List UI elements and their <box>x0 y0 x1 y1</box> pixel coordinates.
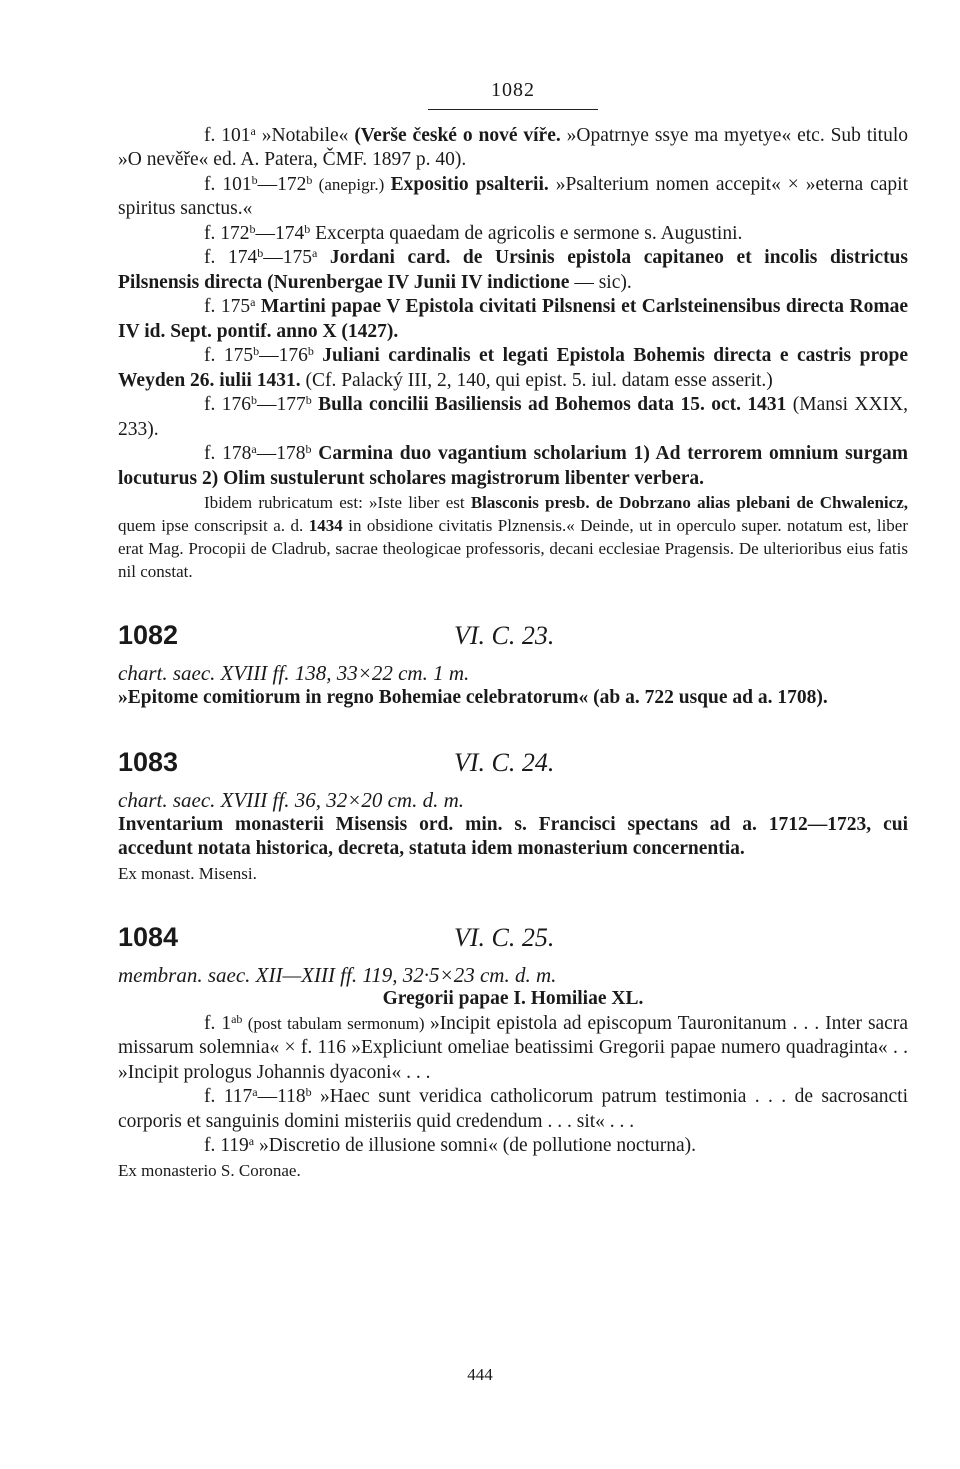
entry-heading <box>118 620 908 657</box>
folio-line <box>118 1012 908 1086</box>
catalogue-entry <box>118 620 908 710</box>
item-title: Martini papae V Epistola civitati Pilsnensi et Carlsteinensibus directa Romae IV id. Sept. pontif. anno X (1427). <box>118 296 908 342</box>
folio-side: b <box>305 442 312 456</box>
folio-ref: f. 172 <box>204 222 250 244</box>
item-title: Expositio psalterii. <box>390 173 549 195</box>
item-title: (Verše české o nové víře. <box>354 124 561 146</box>
folio-side: b <box>249 221 256 236</box>
provenance: Ex monasterio S. Coronae. <box>118 1160 301 1180</box>
item-text: »Psalterium nomen accepit« × »eterna capit spiritus sanctus.« <box>118 173 908 219</box>
entry-title: »Epitome comitiorum in regno Bohemiae celebratorum« (ab a. 722 usque ad a. 1708). <box>118 686 828 708</box>
folio-side: a <box>248 1134 255 1148</box>
shelfmark: VI. C. 25. <box>454 922 555 952</box>
folio-range: —176 <box>259 345 308 366</box>
catalogue-entry <box>118 921 908 1182</box>
folio-range: —118 <box>257 1086 306 1107</box>
folio-side: b <box>251 172 258 187</box>
folio-side: a <box>250 123 256 138</box>
folio-ref: f. 119 <box>204 1135 249 1156</box>
folio-side: b <box>307 344 314 358</box>
folio-line <box>118 222 908 247</box>
running-head: 1082 <box>491 79 535 101</box>
folio-range: —178 <box>256 443 306 464</box>
folio-ref: f. 1 <box>204 1012 232 1034</box>
folio-side: a <box>250 295 256 309</box>
folio-line <box>118 393 908 442</box>
entry-title: Inventarium monasterii Misensis ord. min. s. Francisci spectans ad a. 1712—1723, cui accedunt notata historica, decreta, statuta idem monasterium concernentia. <box>118 813 908 859</box>
item-text: Excerpta quaedam de agricolis e sermone s. Augustini. <box>310 222 743 244</box>
folio-side: b <box>236 1011 243 1026</box>
item-text: — sic). <box>569 271 632 293</box>
folio-side: b <box>253 344 260 358</box>
folio-line <box>118 442 908 491</box>
item-text: »Discretio de illusione somni« (de pollutione nocturna). <box>254 1135 697 1156</box>
page-number: 444 <box>467 1365 493 1384</box>
folio-ref: f. 178 <box>204 443 252 464</box>
item-title: Bulla concilii Basiliensis ad Bohemos data 15. oct. 1431 <box>311 394 787 415</box>
folio-side: b <box>306 172 313 187</box>
item-text: »Haec sunt veridica catholicorum patrum testimonia . . . de sacrosancti corporis et sanguinis domini misteriis quid credendum . . . sit« . . . <box>118 1086 908 1132</box>
item-title: Juliani cardinalis et legati Epistola Bohemis directa e castris prope Weyden 26. iulii 1431. <box>118 345 909 391</box>
folio-ref: f. 175 <box>204 345 254 366</box>
item-text: »Opatrnye ssye ma myetye« etc. Sub titulo »O nevěře« ed. A. Patera, ČMF. 1897 p. 40). <box>118 124 909 170</box>
header-rule <box>428 109 598 110</box>
entry-number: 1083 <box>118 747 179 777</box>
folio-range: —172 <box>257 173 307 195</box>
provenance: Ex monast. Misensi. <box>118 863 257 883</box>
folio-ref: f. 176 <box>204 394 252 415</box>
entry-number: 1082 <box>118 620 179 650</box>
shelfmark: VI. C. 23. <box>454 621 555 650</box>
entry-heading <box>118 921 908 959</box>
previous-entry-continuation <box>118 124 908 584</box>
catalogue-entries <box>118 620 908 1182</box>
folio-note: (anepigr.) <box>312 174 391 194</box>
item-text: (Cf. Palacký III, 2, 140, qui epist. 5. iul. datam esse asserit.) <box>300 369 773 391</box>
folio-line <box>118 1134 908 1159</box>
rubric-note <box>118 491 908 583</box>
folio-ref: f. 175 <box>204 296 251 317</box>
folio-ref: f. 117 <box>204 1086 253 1107</box>
catalogue-entry <box>118 747 908 885</box>
folio-line <box>118 246 908 295</box>
physical-description: chart. saec. XVIII ff. 36, 32×20 cm. d. m. <box>118 788 465 812</box>
folio-line <box>118 173 908 222</box>
entry-heading <box>118 747 908 784</box>
folio-side: b <box>305 1085 312 1099</box>
folio-ref: f. 101 <box>204 173 252 195</box>
entry-number: 1084 <box>118 921 179 952</box>
folio-line <box>118 344 908 393</box>
folio-side: a <box>251 442 257 456</box>
folio-side: b <box>257 246 264 260</box>
folio-ref: f. 101 <box>204 124 251 146</box>
folio-ref: f. 174 <box>204 247 258 268</box>
physical-description: membran. saec. XII—XIII ff. 119, 32·5×23 cm. d. m. <box>118 962 557 987</box>
physical-description: chart. saec. XVIII ff. 138, 33×22 cm. 1 m. <box>118 661 470 685</box>
rubric-segment: 1434 <box>308 516 343 535</box>
item-text: »Expliciunt omeliae beatissimi Gregorii papae numero quadraginta« . . »Incipit prologus Johannis dyaconi« . . . <box>118 1037 908 1083</box>
folio-line <box>118 295 908 344</box>
rubric-segment: Blasconis presb. de Dobrzano alias plebani de Chwalenicz, <box>470 493 908 512</box>
folio-range: —175 <box>263 247 312 268</box>
shelfmark: VI. C. 24. <box>454 748 555 777</box>
item-title: Carmina duo vagantium scholarium 1) Ad terrorem omnium surgam locuturus 2) Olim sustulerunt scholares magistrorum libenter verbera. <box>118 443 908 489</box>
folio-range: »Notabile« <box>255 124 355 146</box>
item-text: »Incipit epistola ad episcopum Tauronitanum . . . Inter sacra missarum solemnia« × f. 116 <box>118 1012 908 1058</box>
folio-side: b <box>251 393 258 407</box>
folio-note: (post tabulam sermonum) <box>242 1013 430 1033</box>
item-text: (Mansi XXIX, 233). <box>118 394 909 440</box>
folio-line <box>118 1085 908 1134</box>
folio-range: —177 <box>257 394 306 415</box>
folio-side: b <box>304 221 311 236</box>
folio-line <box>118 124 908 173</box>
rubric-segment: quem ipse conscripsit a. d. <box>118 516 309 535</box>
folio-side: b <box>305 393 312 407</box>
folio-side: a <box>252 1085 258 1099</box>
rubric-segment: in obsidione civitatis Plznensis.« Deinde, ut in operculo super. notatum est, liber erat Mag. Procopii de Cladrub, sacrae theologicae professoris, decani ecclesiae Pragensis. De ulterioribus eius fatis nil constat. <box>118 516 908 581</box>
rubric-segment: Ibidem rubricatum est: »Iste liber est <box>204 493 471 512</box>
entry-title: Gregorii papae I. Homiliae XL. <box>382 988 644 1009</box>
item-title: Jordani card. de Ursinis epistola capitaneo et incolis districtus Pilsnensis directa (Nurenbergae IV Junii IV indictione <box>118 247 908 293</box>
folio-range: —174 <box>255 222 305 244</box>
folio-side: a <box>311 246 318 260</box>
folio-side: a <box>231 1011 237 1026</box>
